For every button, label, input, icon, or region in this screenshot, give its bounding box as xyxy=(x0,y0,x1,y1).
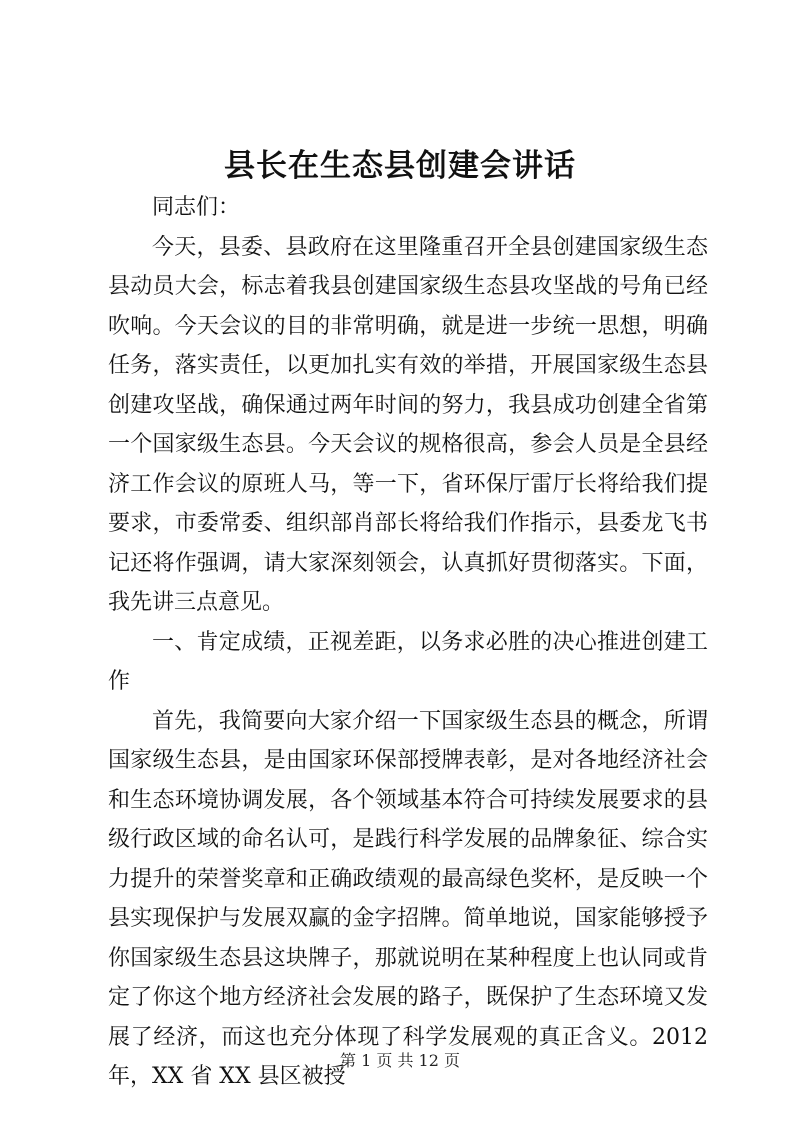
document-body xyxy=(108,188,708,1097)
salutation: 同志们： xyxy=(152,195,241,220)
document-title: 县长在生态县创建会讲话 xyxy=(224,148,576,184)
page-number-footer: 第 1 页 共 12 页 xyxy=(340,1051,460,1070)
paragraph-intro: 今天，县委、县政府在这里隆重召开全县创建国家级生态县动员大会，标志着我县创建国家级生态县攻坚战的号角已经吹响。今天会议的目的非常明确，就是进一步统一思想，明确任务，落实责任，以更加扎实有效的举措，开展国家级生态县创建攻坚战，确保通过两年时间的努力，我县成功创建全省第一个国家级生态县。今天会议的规格很高，参会人员是全县经济工作会议的原班人马，等一下，省环保厅雷厅长将给我们提要求，市委常委、组织部肖部长将给我们作指示，县委龙飞书记还将作强调，请大家深刻领会，认真抓好贯彻落实。下面，我先讲三点意见。 xyxy=(108,234,708,615)
section-heading-1: 一、肯定成绩，正视差距，以务求必胜的决心推进创建工作 xyxy=(108,629,708,694)
paragraph-concept: 首先，我简要向大家介绍一下国家级生态县的概念，所谓国家级生态县，是由国家环保部授牌表彰，是对各地经济社会和生态环境协调发展，各个领域基本符合可持续发展要求的县级行政区域的命名认可，是践行科学发展的品牌象征、综合实力提升的荣誉奖章和正确政绩观的最高绿色奖杯，是反映一个县实现保护与发展双赢的金字招牌。简单地说，国家能够授予你国家级生态县这块牌子，那就说明在某种程度上也认同或肯定了你这个地方经济社会发展的路子，既保护了生态环境又发展了经济，而这也充分体现了科学发展观的真正含义。2012 年，XX 省 XX 县区被授 xyxy=(108,708,708,1089)
